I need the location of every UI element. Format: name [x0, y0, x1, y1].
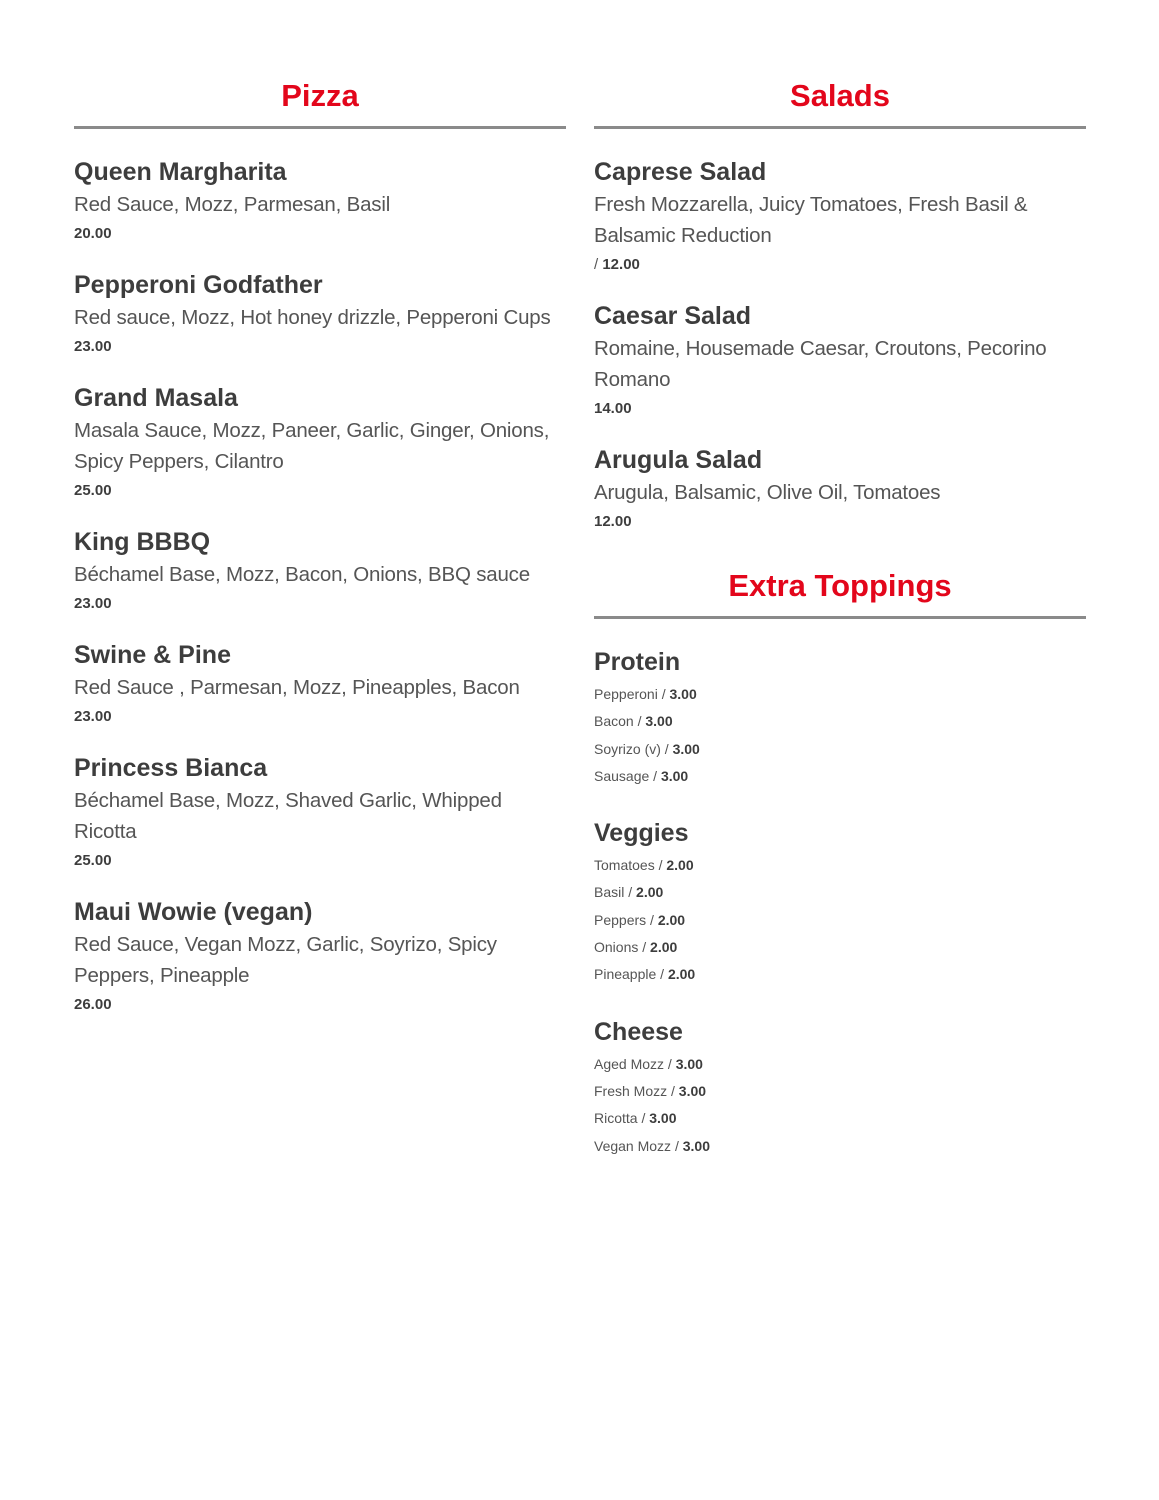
salads-divider [594, 126, 1086, 129]
item-description: Red Sauce , Parmesan, Mozz, Pineapples, Bacon [74, 676, 520, 699]
topping-label: Fresh Mozz [594, 1082, 668, 1099]
topping-group-veggies [594, 816, 1086, 988]
salads-heading: Salads [790, 78, 890, 113]
pizza-heading: Pizza [281, 78, 359, 113]
topping-item [594, 934, 1086, 961]
topping-group-cheese [594, 1015, 1086, 1160]
topping-group-name: Protein [594, 648, 681, 676]
item-price: 20.00 [74, 225, 112, 242]
topping-item [594, 1133, 1086, 1160]
item-description: Masala Sauce, Mozz, Paneer, Garlic, Ginger, Onions, Spicy Peppers, Cilantro [74, 419, 550, 473]
price-separator: / [667, 1082, 679, 1099]
price-separator: / [633, 713, 646, 730]
topping-label: Bacon [594, 713, 634, 730]
topping-group-name: Veggies [594, 819, 689, 848]
price-separator: / [671, 1137, 683, 1154]
menu-item [594, 155, 1086, 276]
item-price: 25.00 [74, 852, 112, 869]
menu-item [74, 638, 566, 728]
item-description: Red sauce, Mozz, Hot honey drizzle, Pepperoni Cups [74, 306, 551, 329]
item-description: Red Sauce, Vegan Mozz, Garlic, Soyrizo, Spicy Peppers, Pineapple [74, 933, 497, 987]
menu-item [74, 751, 566, 872]
topping-item [594, 736, 1086, 763]
menu-item [594, 443, 1086, 533]
extras-heading: Extra Toppings [728, 568, 952, 603]
item-description: Fresh Mozzarella, Juicy Tomatoes, Fresh Basil & Balsamic Reduction [594, 193, 1028, 247]
extras-divider [594, 616, 1086, 619]
topping-item [594, 1105, 1086, 1132]
topping-label: Pineapple [594, 966, 657, 983]
topping-item [594, 708, 1086, 735]
menu-item [594, 299, 1086, 420]
menu-item [74, 525, 566, 615]
topping-label: Basil [594, 884, 625, 901]
item-name: Maui Wowie (vegan) [74, 898, 313, 926]
pizza-divider [74, 126, 566, 129]
item-name: Swine & Pine [74, 641, 231, 669]
topping-price: 3.00 [675, 1055, 703, 1072]
topping-price: 2.00 [650, 939, 678, 956]
topping-group-name: Cheese [594, 1017, 683, 1046]
price-separator: / [638, 939, 651, 956]
topping-groups [594, 645, 1086, 1160]
item-name: Caesar Salad [594, 302, 752, 330]
topping-label: Aged Mozz [594, 1055, 665, 1072]
topping-label: Sausage [594, 767, 650, 784]
topping-item [594, 1078, 1086, 1105]
item-price: 23.00 [74, 338, 112, 355]
item-price: 25.00 [74, 482, 112, 499]
price-separator: / [664, 1055, 676, 1072]
item-name: Grand Masala [74, 384, 238, 412]
price-separator: / [649, 767, 661, 784]
price-separator: / [654, 857, 667, 874]
topping-label: Tomatoes [594, 857, 655, 874]
item-description: Red Sauce, Mozz, Parmesan, Basil [74, 193, 391, 216]
topping-price: 3.00 [660, 767, 689, 784]
price-separator: / [656, 966, 668, 983]
price-separator: / [646, 911, 658, 928]
item-description: Béchamel Base, Mozz, Bacon, Onions, BBQ sauce [74, 563, 530, 586]
menu-item [74, 381, 566, 502]
topping-price: 2.00 [666, 857, 694, 874]
item-name: Queen Margharita [74, 158, 287, 186]
topping-price: 3.00 [672, 740, 700, 757]
item-price: 23.00 [74, 595, 112, 612]
pizza-section [74, 72, 566, 1039]
topping-price: 3.00 [669, 686, 697, 702]
topping-item [594, 961, 1086, 988]
topping-group-protein [594, 645, 1086, 790]
topping-price: 2.00 [636, 884, 664, 901]
price-separator: / [657, 686, 670, 702]
item-price: 26.00 [74, 996, 112, 1013]
topping-label: Vegan Mozz [594, 1137, 672, 1154]
item-price: 23.00 [74, 708, 112, 725]
topping-price: 3.00 [682, 1137, 710, 1154]
topping-item [594, 907, 1086, 934]
menu-item [74, 895, 566, 1016]
topping-price: 3.00 [649, 1110, 677, 1127]
topping-label: Soyrizo (v) [594, 740, 661, 757]
right-column [594, 72, 1086, 1186]
item-name: Caprese Salad [594, 158, 767, 186]
topping-label: Ricotta [594, 1110, 638, 1127]
price-separator: / [660, 740, 673, 757]
item-name: Pepperoni Godfather [74, 271, 323, 299]
item-description: Romaine, Housemade Caesar, Croutons, Pecorino Romano [594, 337, 1047, 391]
item-name: King BBBQ [74, 528, 211, 556]
item-price: 14.00 [594, 400, 632, 417]
topping-price: 3.00 [678, 1082, 707, 1099]
price-separator: / [637, 1110, 650, 1127]
topping-item [594, 763, 1086, 790]
topping-price: 3.00 [645, 713, 673, 730]
menu-item [74, 155, 566, 245]
price-separator: / [624, 884, 637, 901]
topping-label: Onions [594, 939, 639, 956]
item-price [594, 254, 1086, 276]
price-value: 12.00 [602, 256, 640, 273]
topping-item [594, 1051, 1086, 1078]
item-name: Arugula Salad [594, 446, 763, 474]
topping-item [594, 681, 1086, 708]
item-description: Arugula, Balsamic, Olive Oil, Tomatoes [594, 481, 941, 504]
topping-label: Pepperoni [594, 686, 658, 702]
item-name: Princess Bianca [74, 754, 268, 782]
item-price: 12.00 [594, 513, 632, 530]
topping-price: 2.00 [657, 911, 686, 928]
topping-price: 2.00 [667, 966, 696, 983]
topping-label: Peppers [594, 911, 647, 928]
topping-item [594, 879, 1086, 906]
menu-item [74, 268, 566, 358]
item-description: Béchamel Base, Mozz, Shaved Garlic, Whipped Ricotta [74, 789, 502, 843]
topping-item [594, 852, 1086, 879]
price-separator: / [594, 256, 603, 273]
